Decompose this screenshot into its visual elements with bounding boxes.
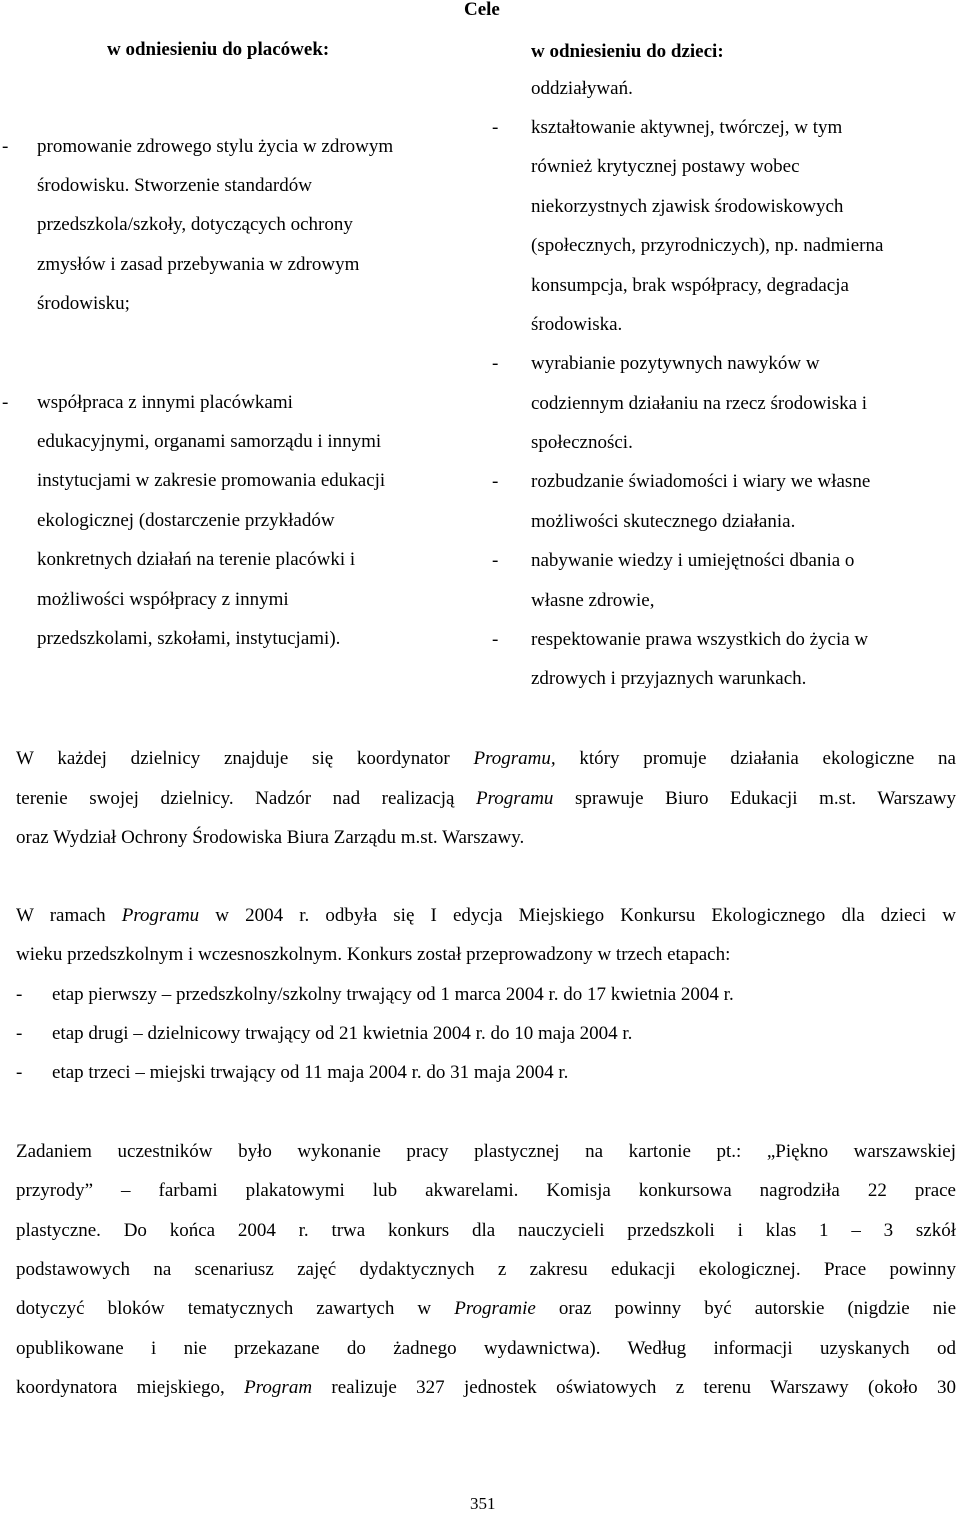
paragraph-line	[16, 1378, 956, 1397]
paragraph-line: plastyczne. Do końca 2004 r. trwa konkurs dla nauczycieli przedszkoli i klas 1 – 3 szkół	[16, 1220, 956, 1241]
italic-program: Programu	[121, 905, 200, 926]
list-bullet: -	[492, 353, 499, 374]
list-item-line: oddziaływań.	[531, 78, 633, 99]
list-item-line: środowisku;	[37, 293, 130, 314]
list-bullet: -	[16, 1062, 23, 1083]
page-number: 351	[470, 1494, 496, 1513]
list-item-line: przedszkolami, szkołami, instytucjami).	[37, 628, 341, 649]
contest-stage: etap trzeci – miejski trwający od 11 maja 2004 r. do 31 maja 2004 r.	[52, 1062, 569, 1083]
paragraph-line: podstawowych na scenariusz zajęć dydaktycznych z zakresu edukacji ekologicznej. Prace powinny	[16, 1259, 956, 1280]
text-span: który promuje działania ekologiczne na	[555, 748, 956, 769]
text-span: realizuje 327 jednostek oświatowych z terenu Warszawy (około 30	[312, 1377, 956, 1398]
list-item-line: wyrabianie pozytywnych nawyków w	[531, 353, 820, 374]
list-item-line: kształtowanie aktywnej, twórczej, w tym	[531, 117, 843, 138]
list-item-line: respektowanie prawa wszystkich do życia w	[531, 629, 869, 650]
list-item-line: również krytycznej postawy wobec	[531, 156, 800, 177]
italic-program: Programu	[476, 788, 554, 809]
list-bullet: -	[2, 136, 9, 157]
list-bullet: -	[492, 471, 499, 492]
text-span: koordynatora miejskiego,	[16, 1377, 245, 1398]
list-item-line: instytucjami w zakresie promowania edukacji	[37, 470, 386, 491]
paragraph-line: Zadaniem uczestników było wykonanie pracy plastycznej na kartonie pt.: „Piękno warszawskiej	[16, 1141, 956, 1162]
list-bullet: -	[492, 117, 499, 138]
italic-program: Programu,	[473, 748, 556, 769]
list-item-line: zdrowych i przyjaznych warunkach.	[531, 668, 807, 689]
paragraph-line	[16, 789, 956, 808]
list-bullet: -	[16, 1023, 23, 1044]
text-span: sprawuje Biuro Edukacji m.st. Warszawy	[553, 788, 956, 809]
right-column-heading: w odniesieniu do dzieci:	[531, 41, 724, 62]
paragraph-line: oraz Wydział Ochrony Środowiska Biura Zarządu m.st. Warszawy.	[16, 827, 525, 848]
list-item-line: zmysłów i zasad przebywania w zdrowym	[37, 254, 360, 275]
paragraph-line: opublikowane i nie przekazane do żadnego wydawnictwa). Według informacji uzyskanych od	[16, 1338, 956, 1359]
list-item-line: nabywanie wiedzy i umiejętności dbania o	[531, 550, 855, 571]
text-span: W ramach	[16, 905, 122, 926]
italic-program: Programie	[454, 1298, 536, 1319]
list-item-line: społeczności.	[531, 432, 633, 453]
list-item-line: codziennym działaniu na rzecz środowiska i	[531, 393, 868, 414]
contest-stage: etap drugi – dzielnicowy trwający od 21 kwietnia 2004 r. do 10 maja 2004 r.	[52, 1023, 633, 1044]
contest-stage: etap pierwszy – przedszkolny/szkolny trwający od 1 marca 2004 r. do 17 kwietnia 2004 r.	[52, 984, 734, 1005]
list-item-line: środowisku. Stworzenie standardów	[37, 175, 312, 196]
list-bullet: -	[2, 392, 9, 413]
paragraph-line: wieku przedszkolnym i wczesnoszkolnym. Konkurs został przeprowadzony w trzech etapach:	[16, 944, 731, 965]
text-span: W każdej dzielnicy znajduje się koordynator	[16, 748, 474, 769]
list-item-line: własne zdrowie,	[531, 590, 655, 611]
left-column-heading: w odniesieniu do placówek:	[107, 39, 330, 60]
text-span: oraz powinny być autorskie (nigdzie nie	[535, 1298, 956, 1319]
page-section-title: Cele	[464, 0, 500, 20]
list-bullet: -	[492, 550, 499, 571]
list-item-line: niekorzystnych zjawisk środowiskowych	[531, 196, 844, 217]
list-item-line: środowiska.	[531, 314, 623, 335]
list-bullet: -	[16, 984, 23, 1005]
paragraph-line: przyrody” – farbami plakatowymi lub akwarelami. Komisja konkursowa nagrodziła 22 prace	[16, 1180, 956, 1201]
list-item-line: edukacyjnymi, organami samorządu i innymi	[37, 431, 382, 452]
text-span: w 2004 r. odbyła się I edycja Miejskiego Konkursu Ekologicznego dla dzieci w	[199, 905, 956, 926]
list-item-line: konsumpcja, brak współpracy, degradacja	[531, 275, 849, 296]
list-item-line: możliwości współpracy z innymi	[37, 589, 289, 610]
list-item-line: możliwości skutecznego działania.	[531, 511, 796, 532]
list-item-line: promowanie zdrowego stylu życia w zdrowym	[37, 136, 394, 157]
list-item-line: ekologicznej (dostarczenie przykładów	[37, 510, 335, 531]
list-item-line: przedszkola/szkoły, dotyczących ochrony	[37, 214, 353, 235]
italic-program: Program	[244, 1377, 313, 1398]
list-item-line: (społecznych, przyrodniczych), np. nadmierna	[531, 235, 884, 256]
text-span: dotyczyć bloków tematycznych zawartych w	[16, 1298, 455, 1319]
paragraph-line	[16, 1299, 956, 1318]
list-item-line: współpraca z innymi placówkami	[37, 392, 293, 413]
text-span: terenie swojej dzielnicy. Nadzór nad realizacją	[16, 788, 477, 809]
list-item-line: konkretnych działań na terenie placówki i	[37, 549, 356, 570]
list-item-line: rozbudzanie świadomości i wiary we własne	[531, 471, 871, 492]
paragraph-line	[16, 749, 956, 768]
paragraph-line	[16, 906, 956, 925]
list-bullet: -	[492, 629, 499, 650]
